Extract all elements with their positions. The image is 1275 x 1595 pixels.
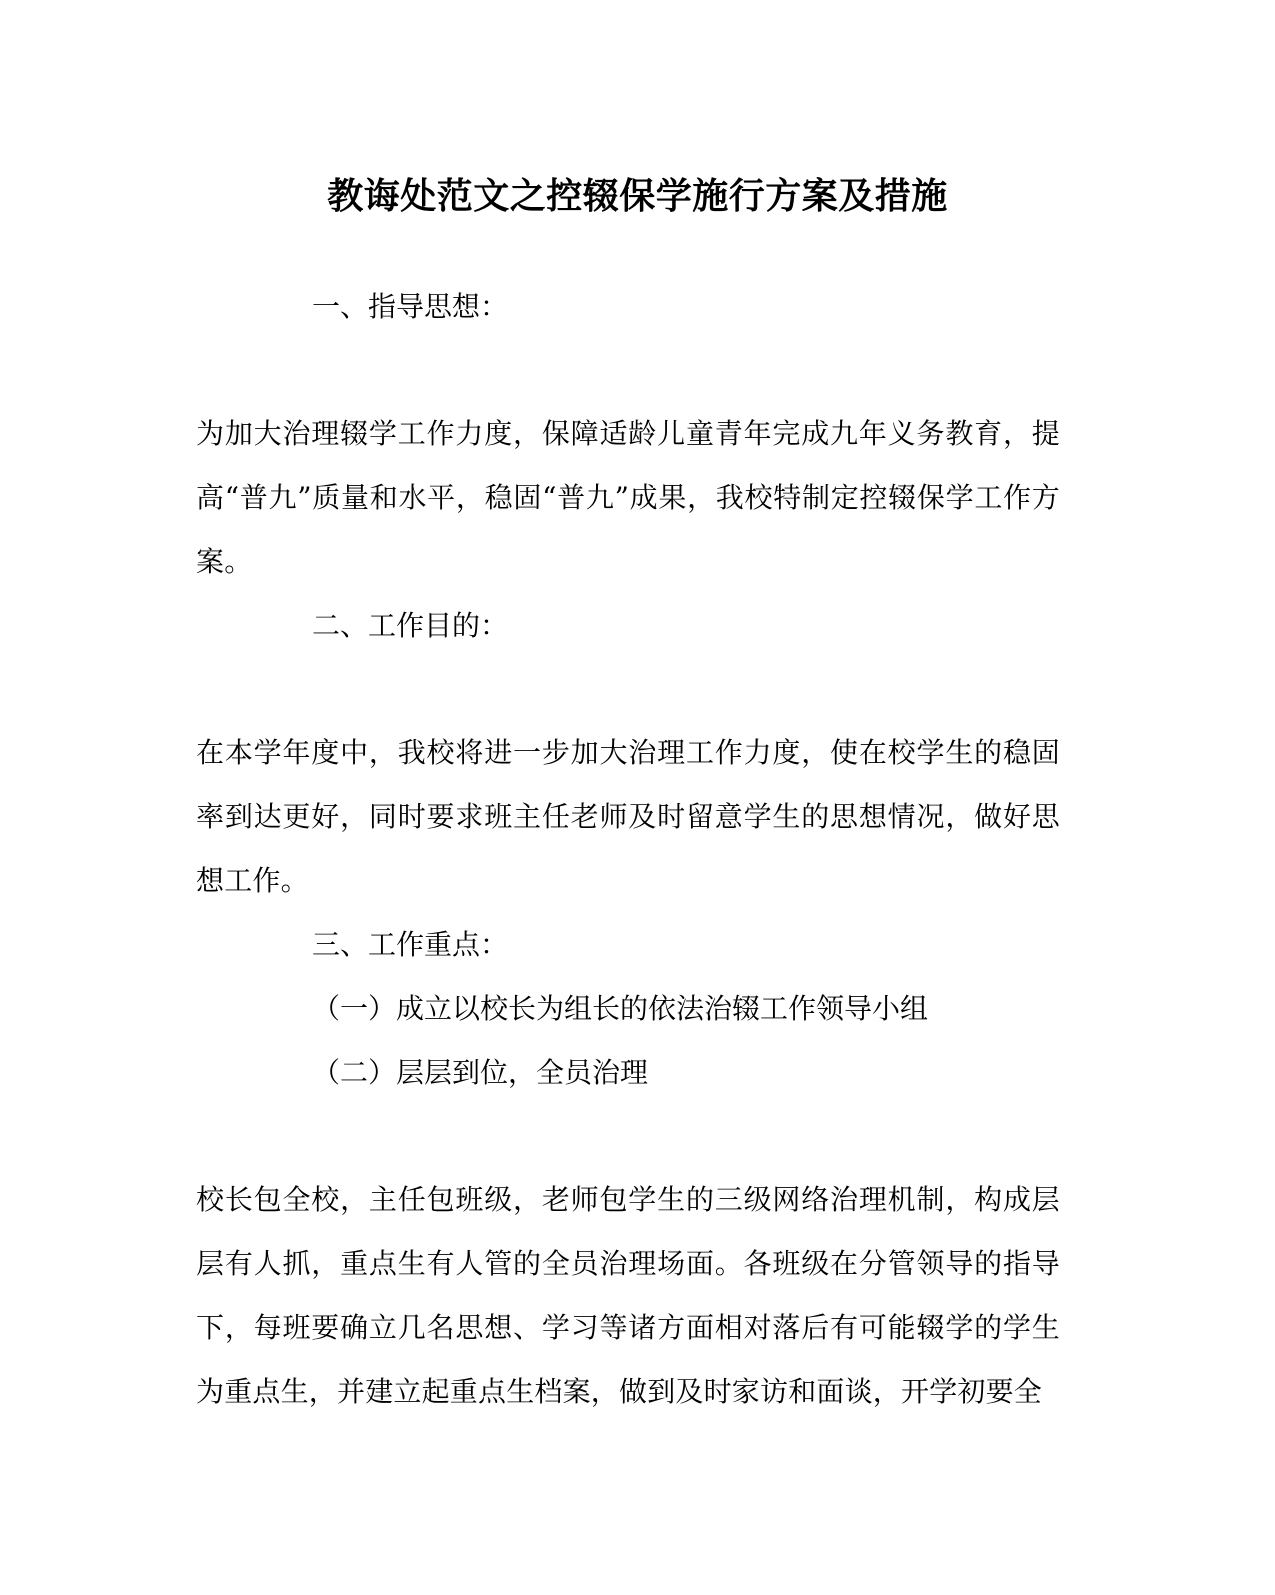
paragraph-management-mechanism: 校长包全校，主任包班级，老师包学生的三级网络治理机制，构成层层有人抓，重点生有人管的全员治理场面。各班级在分管领导的指导下，每班要确立几名思想、学习等诸方面相对落后有可能辍学的学生为重点生，并建立起重点生档案，做到及时家访和面谈，开学初要全 bbox=[196, 1183, 1060, 1408]
paragraph-guiding-ideology: 为加大治理辍学工作力度，保障适龄儿童青年完成九年义务教育，提高“普九”质量和水平，稳固“普九”成果，我校特制定控辍保学工作方案。 bbox=[196, 417, 1060, 578]
section-heading-work-focus: 三、工作重点： bbox=[312, 928, 509, 961]
section-heading-work-purpose: 二、工作目的： bbox=[312, 609, 509, 642]
section-heading-guiding-ideology: 一、指导思想： bbox=[312, 290, 509, 323]
document-title: 教诲处范文之控辍保学施行方案及措施 bbox=[327, 175, 948, 217]
list-item-leadership-group: （一）成立以校长为组长的依法治辍工作领导小组 bbox=[312, 992, 929, 1025]
paragraph-work-purpose: 在本学年度中，我校将进一步加大治理工作力度，使在校学生的稳固率到达更好，同时要求班主任老师及时留意学生的思想情况，做好思想工作。 bbox=[196, 736, 1060, 897]
list-item-full-management: （二）层层到位，全员治理 bbox=[312, 1056, 649, 1089]
